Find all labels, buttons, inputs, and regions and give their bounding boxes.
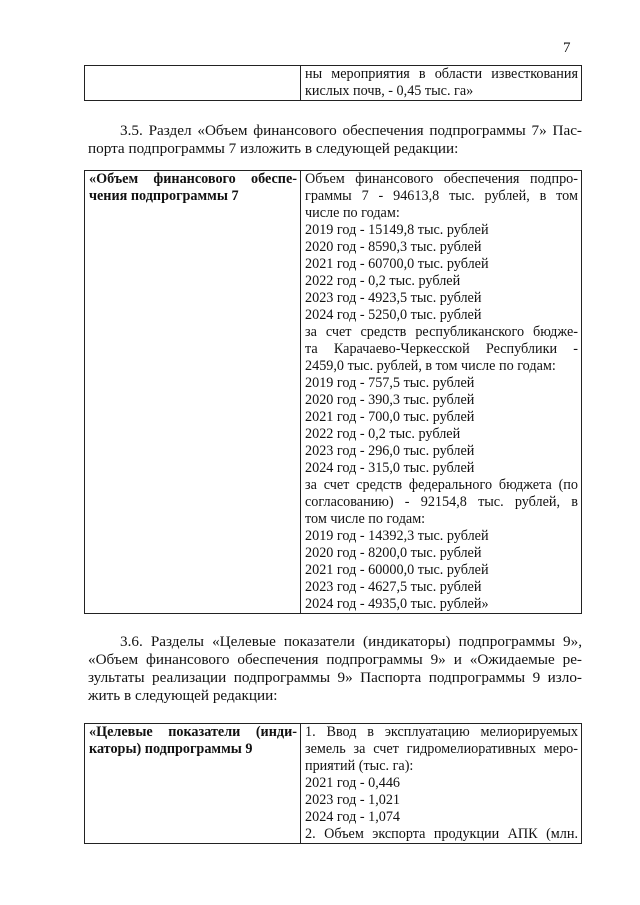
table-text-line: Объем финансового обеспечения подпро- [305,171,578,187]
table-text-line: 2023 год - 1,021 [305,792,401,808]
table-subprogram-9-indicators [84,723,582,844]
table-text-line: приятий (тыс. га): [305,758,414,774]
table-text-line: 2023 год - 4627,5 тыс. рублей [305,579,482,595]
table-subprogram-7-value-cell [301,171,582,614]
table-text-line: земель за счет гидромелиоративных меро- [305,741,578,757]
paragraph-line: порта подпрограммы 7 изложить в следующей редакции: [88,140,459,157]
table-subprogram-7-header-cell [85,171,301,614]
table-text-line: 2021 год - 700,0 тыс. рублей [305,409,475,425]
table-text-line: 2019 год - 14392,3 тыс. рублей [305,528,489,544]
table-text-line: 2021 год - 60700,0 тыс. рублей [305,256,489,272]
table-text-line: 2019 год - 15149,8 тыс. рублей [305,222,489,238]
table-label-line: «Целевые показатели (инди- [89,724,297,740]
table-text-line: 2021 год - 60000,0 тыс. рублей [305,562,489,578]
table-text-line: 2022 год - 0,2 тыс. рублей [305,273,461,289]
table-text-line: 2459,0 тыс. рублей, в том числе по годам: [305,358,556,374]
table-text-line: 2022 год - 0,2 тыс. рублей [305,426,461,442]
table-text-line: том числе по годам: [305,511,426,527]
table-text-line: кислых почв, - 0,45 тыс. га» [305,83,474,99]
paragraph-line: 3.6. Разделы «Целевые показатели (индикаторы) подпрограммы 9», [120,633,582,650]
table-subprogram-9-value-cell [301,724,582,844]
table-text-line: ны мероприятия в области известкования [305,66,578,82]
table-text-line: числе по годам: [305,205,400,221]
table-label-line: каторы) подпрограммы 9 [89,741,253,757]
table-text-line: граммы 7 - 94613,8 тыс. рублей, в том [305,188,578,204]
page-number: 7 [563,40,571,56]
table-text-line: за счет средств республиканского бюдже- [305,324,578,340]
table-text-line: та Карачаево-Черкесской Республики - [305,341,578,357]
table-text-line: согласованию) - 92154,8 тыс. рублей, в [305,494,578,510]
table-text-line: 2020 год - 8590,3 тыс. рублей [305,239,482,255]
table-continuation-right-cell [301,66,582,101]
table-text-line: 2019 год - 757,5 тыс. рублей [305,375,475,391]
table-text-line: 2024 год - 4935,0 тыс. рублей» [305,596,489,612]
table-text-line: 2023 год - 4923,5 тыс. рублей [305,290,482,306]
table-text-line: 2. Объем экспорта продукции АПК (млн. [305,826,578,842]
table-label-line: «Объем финансового обеспе- [89,171,297,187]
paragraph-line: «Объем финансового обеспечения подпрограммы 9» и «Ожидаемые ре- [88,651,582,668]
table-subprogram-9-header-cell [85,724,301,844]
table-text-line: за счет средств федерального бюджета (по [305,477,578,493]
table-text-line: 2024 год - 1,074 [305,809,401,825]
table-text-line: 2023 год - 296,0 тыс. рублей [305,443,475,459]
table-text-line: 2020 год - 8200,0 тыс. рублей [305,545,482,561]
table-text-line: 2021 год - 0,446 [305,775,401,791]
table-text-line: 2024 год - 315,0 тыс. рублей [305,460,475,476]
section-3-6-paragraph [88,633,582,705]
table-subprogram-7-funding [84,170,582,614]
table-text-line: 2024 год - 5250,0 тыс. рублей [305,307,482,323]
table-text-line: 2020 год - 390,3 тыс. рублей [305,392,475,408]
paragraph-line: 3.5. Раздел «Объем финансового обеспечения подпрограммы 7» Пас- [120,122,582,139]
table-continuation-left-cell [85,66,301,101]
table-continuation [84,65,582,101]
paragraph-line: зультаты реализации подпрограммы 9» Паспорта подпрограммы 9 изло- [88,669,582,686]
section-3-5-paragraph [88,122,582,158]
paragraph-line: жить в следующей редакции: [88,687,278,704]
table-label-line: чения подпрограммы 7 [89,188,239,204]
table-text-line: 1. Ввод в эксплуатацию мелиорируемых [305,724,578,740]
